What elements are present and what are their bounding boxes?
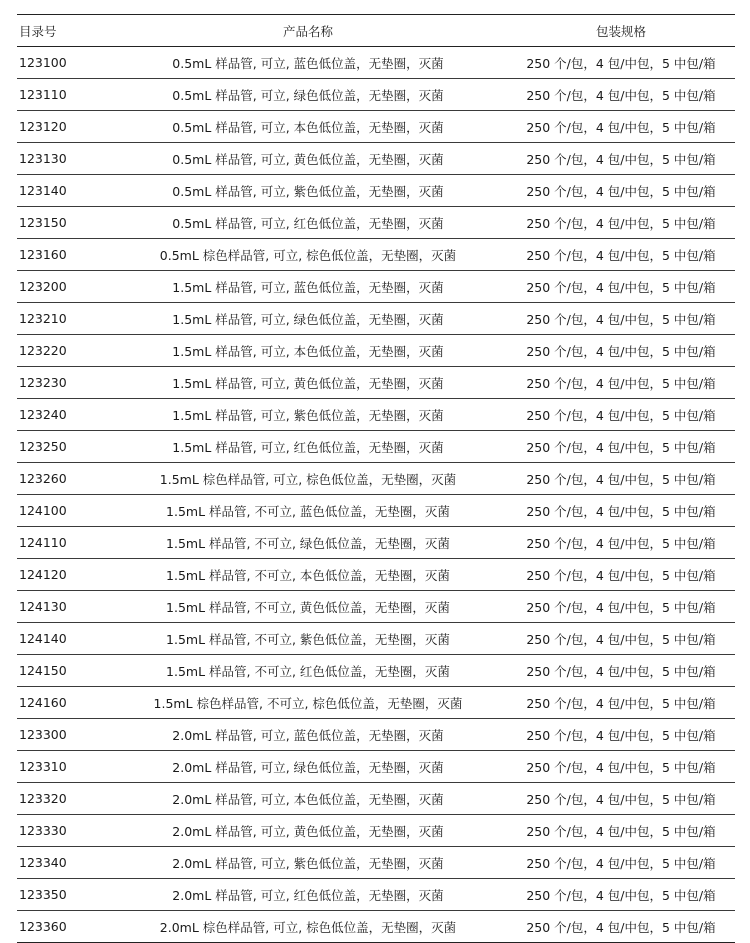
catalog-number-cell: 123320 [17, 783, 109, 815]
product-name-cell: 1.5mL 样品管, 不可立, 红色低位盖，无垫圈，灭菌 [109, 655, 507, 687]
product-name-cell: 0.5mL 样品管, 可立, 蓝色低位盖，无垫圈，灭菌 [109, 47, 507, 79]
catalog-number-cell: 123120 [17, 111, 109, 143]
packaging-cell: 250 个/包，4 包/中包，5 中包/箱 [507, 399, 735, 431]
table-row [17, 751, 735, 783]
packaging-cell: 250 个/包，4 包/中包，5 中包/箱 [507, 367, 735, 399]
packaging-cell: 250 个/包，4 包/中包，5 中包/箱 [507, 623, 735, 655]
product-name-cell: 2.0mL 样品管, 可立, 蓝色低位盖，无垫圈，灭菌 [109, 719, 507, 751]
packaging-cell: 250 个/包，4 包/中包，5 中包/箱 [507, 559, 735, 591]
packaging-cell: 250 个/包，4 包/中包，5 中包/箱 [507, 591, 735, 623]
table-row [17, 143, 735, 175]
packaging-cell: 250 个/包，4 包/中包，5 中包/箱 [507, 271, 735, 303]
table-row [17, 271, 735, 303]
table-row [17, 111, 735, 143]
product-table [17, 14, 735, 943]
product-name-cell: 1.5mL 样品管, 可立, 本色低位盖，无垫圈，灭菌 [109, 335, 507, 367]
product-name-cell: 1.5mL 样品管, 不可立, 本色低位盖，无垫圈，灭菌 [109, 559, 507, 591]
table-row [17, 175, 735, 207]
table-row [17, 591, 735, 623]
table-row [17, 47, 735, 79]
product-name-cell: 2.0mL 样品管, 可立, 红色低位盖，无垫圈，灭菌 [109, 879, 507, 911]
product-name-cell: 0.5mL 样品管, 可立, 红色低位盖，无垫圈，灭菌 [109, 207, 507, 239]
table-row [17, 911, 735, 943]
table-row [17, 655, 735, 687]
table-row [17, 879, 735, 911]
packaging-cell: 250 个/包，4 包/中包，5 中包/箱 [507, 335, 735, 367]
table-row [17, 367, 735, 399]
packaging-cell: 250 个/包，4 包/中包，5 中包/箱 [507, 783, 735, 815]
packaging-cell: 250 个/包，4 包/中包，5 中包/箱 [507, 111, 735, 143]
product-table-container [17, 14, 735, 943]
catalog-number-cell: 123200 [17, 271, 109, 303]
table-row [17, 463, 735, 495]
table-row [17, 495, 735, 527]
packaging-cell: 250 个/包，4 包/中包，5 中包/箱 [507, 815, 735, 847]
catalog-number-cell: 123130 [17, 143, 109, 175]
catalog-number-cell: 123310 [17, 751, 109, 783]
table-body [17, 47, 735, 943]
catalog-number-cell: 124120 [17, 559, 109, 591]
packaging-cell: 250 个/包，4 包/中包，5 中包/箱 [507, 79, 735, 111]
catalog-number-cell: 124140 [17, 623, 109, 655]
product-name-cell: 2.0mL 样品管, 可立, 黄色低位盖，无垫圈，灭菌 [109, 815, 507, 847]
product-name-cell: 0.5mL 样品管, 可立, 黄色低位盖，无垫圈，灭菌 [109, 143, 507, 175]
product-name-cell: 1.5mL 样品管, 可立, 蓝色低位盖，无垫圈，灭菌 [109, 271, 507, 303]
packaging-cell: 250 个/包，4 包/中包，5 中包/箱 [507, 239, 735, 271]
packaging-cell: 250 个/包，4 包/中包，5 中包/箱 [507, 911, 735, 943]
table-header [17, 15, 735, 47]
product-name-cell: 1.5mL 样品管, 不可立, 绿色低位盖，无垫圈，灭菌 [109, 527, 507, 559]
product-name-cell: 2.0mL 样品管, 可立, 绿色低位盖，无垫圈，灭菌 [109, 751, 507, 783]
catalog-number-cell: 123230 [17, 367, 109, 399]
table-row [17, 783, 735, 815]
catalog-number-cell: 123240 [17, 399, 109, 431]
product-name-cell: 1.5mL 样品管, 可立, 黄色低位盖，无垫圈，灭菌 [109, 367, 507, 399]
catalog-number-cell: 123210 [17, 303, 109, 335]
catalog-number-cell: 123100 [17, 47, 109, 79]
product-name-cell: 1.5mL 样品管, 可立, 红色低位盖，无垫圈，灭菌 [109, 431, 507, 463]
table-row [17, 687, 735, 719]
packaging-cell: 250 个/包，4 包/中包，5 中包/箱 [507, 207, 735, 239]
product-name-cell: 2.0mL 棕色样品管, 可立, 棕色低位盖，无垫圈，灭菌 [109, 911, 507, 943]
catalog-number-cell: 124110 [17, 527, 109, 559]
product-name-cell: 1.5mL 样品管, 可立, 紫色低位盖，无垫圈，灭菌 [109, 399, 507, 431]
packaging-cell: 250 个/包，4 包/中包，5 中包/箱 [507, 847, 735, 879]
product-name-cell: 0.5mL 样品管, 可立, 紫色低位盖，无垫圈，灭菌 [109, 175, 507, 207]
table-row [17, 847, 735, 879]
packaging-cell: 250 个/包，4 包/中包，5 中包/箱 [507, 431, 735, 463]
table-row [17, 719, 735, 751]
product-name-cell: 1.5mL 样品管, 可立, 绿色低位盖，无垫圈，灭菌 [109, 303, 507, 335]
table-row [17, 431, 735, 463]
catalog-number-cell: 123140 [17, 175, 109, 207]
table-row [17, 303, 735, 335]
catalog-number-cell: 123150 [17, 207, 109, 239]
packaging-cell: 250 个/包，4 包/中包，5 中包/箱 [507, 47, 735, 79]
product-name-cell: 1.5mL 棕色样品管, 不可立, 棕色低位盖，无垫圈，灭菌 [109, 687, 507, 719]
header-catalog-number: 目录号 [17, 15, 109, 47]
table-row [17, 623, 735, 655]
packaging-cell: 250 个/包，4 包/中包，5 中包/箱 [507, 143, 735, 175]
table-row [17, 559, 735, 591]
packaging-cell: 250 个/包，4 包/中包，5 中包/箱 [507, 495, 735, 527]
catalog-number-cell: 123300 [17, 719, 109, 751]
table-row [17, 207, 735, 239]
catalog-number-cell: 124130 [17, 591, 109, 623]
catalog-number-cell: 123350 [17, 879, 109, 911]
packaging-cell: 250 个/包，4 包/中包，5 中包/箱 [507, 527, 735, 559]
product-name-cell: 0.5mL 棕色样品管, 可立, 棕色低位盖，无垫圈，灭菌 [109, 239, 507, 271]
table-row [17, 335, 735, 367]
table-row [17, 79, 735, 111]
catalog-number-cell: 123340 [17, 847, 109, 879]
product-name-cell: 1.5mL 样品管, 不可立, 蓝色低位盖，无垫圈，灭菌 [109, 495, 507, 527]
product-name-cell: 1.5mL 样品管, 不可立, 黄色低位盖，无垫圈，灭菌 [109, 591, 507, 623]
table-row [17, 239, 735, 271]
header-row [17, 15, 735, 47]
catalog-number-cell: 123220 [17, 335, 109, 367]
product-name-cell: 0.5mL 样品管, 可立, 绿色低位盖，无垫圈，灭菌 [109, 79, 507, 111]
product-name-cell: 2.0mL 样品管, 可立, 紫色低位盖，无垫圈，灭菌 [109, 847, 507, 879]
catalog-number-cell: 123260 [17, 463, 109, 495]
table-row [17, 399, 735, 431]
product-name-cell: 1.5mL 样品管, 不可立, 紫色低位盖，无垫圈，灭菌 [109, 623, 507, 655]
table-row [17, 527, 735, 559]
product-name-cell: 0.5mL 样品管, 可立, 本色低位盖，无垫圈，灭菌 [109, 111, 507, 143]
packaging-cell: 250 个/包，4 包/中包，5 中包/箱 [507, 175, 735, 207]
packaging-cell: 250 个/包，4 包/中包，5 中包/箱 [507, 751, 735, 783]
packaging-cell: 250 个/包，4 包/中包，5 中包/箱 [507, 879, 735, 911]
catalog-number-cell: 124100 [17, 495, 109, 527]
header-product-name: 产品名称 [109, 15, 507, 47]
catalog-number-cell: 124160 [17, 687, 109, 719]
catalog-number-cell: 123360 [17, 911, 109, 943]
catalog-number-cell: 123250 [17, 431, 109, 463]
packaging-cell: 250 个/包，4 包/中包，5 中包/箱 [507, 655, 735, 687]
header-packaging: 包装规格 [507, 15, 735, 47]
catalog-number-cell: 124150 [17, 655, 109, 687]
product-name-cell: 1.5mL 棕色样品管, 可立, 棕色低位盖，无垫圈，灭菌 [109, 463, 507, 495]
packaging-cell: 250 个/包，4 包/中包，5 中包/箱 [507, 303, 735, 335]
catalog-number-cell: 123160 [17, 239, 109, 271]
catalog-number-cell: 123110 [17, 79, 109, 111]
product-name-cell: 2.0mL 样品管, 可立, 本色低位盖，无垫圈，灭菌 [109, 783, 507, 815]
packaging-cell: 250 个/包，4 包/中包，5 中包/箱 [507, 719, 735, 751]
catalog-number-cell: 123330 [17, 815, 109, 847]
packaging-cell: 250 个/包，4 包/中包，5 中包/箱 [507, 687, 735, 719]
table-row [17, 815, 735, 847]
packaging-cell: 250 个/包，4 包/中包，5 中包/箱 [507, 463, 735, 495]
